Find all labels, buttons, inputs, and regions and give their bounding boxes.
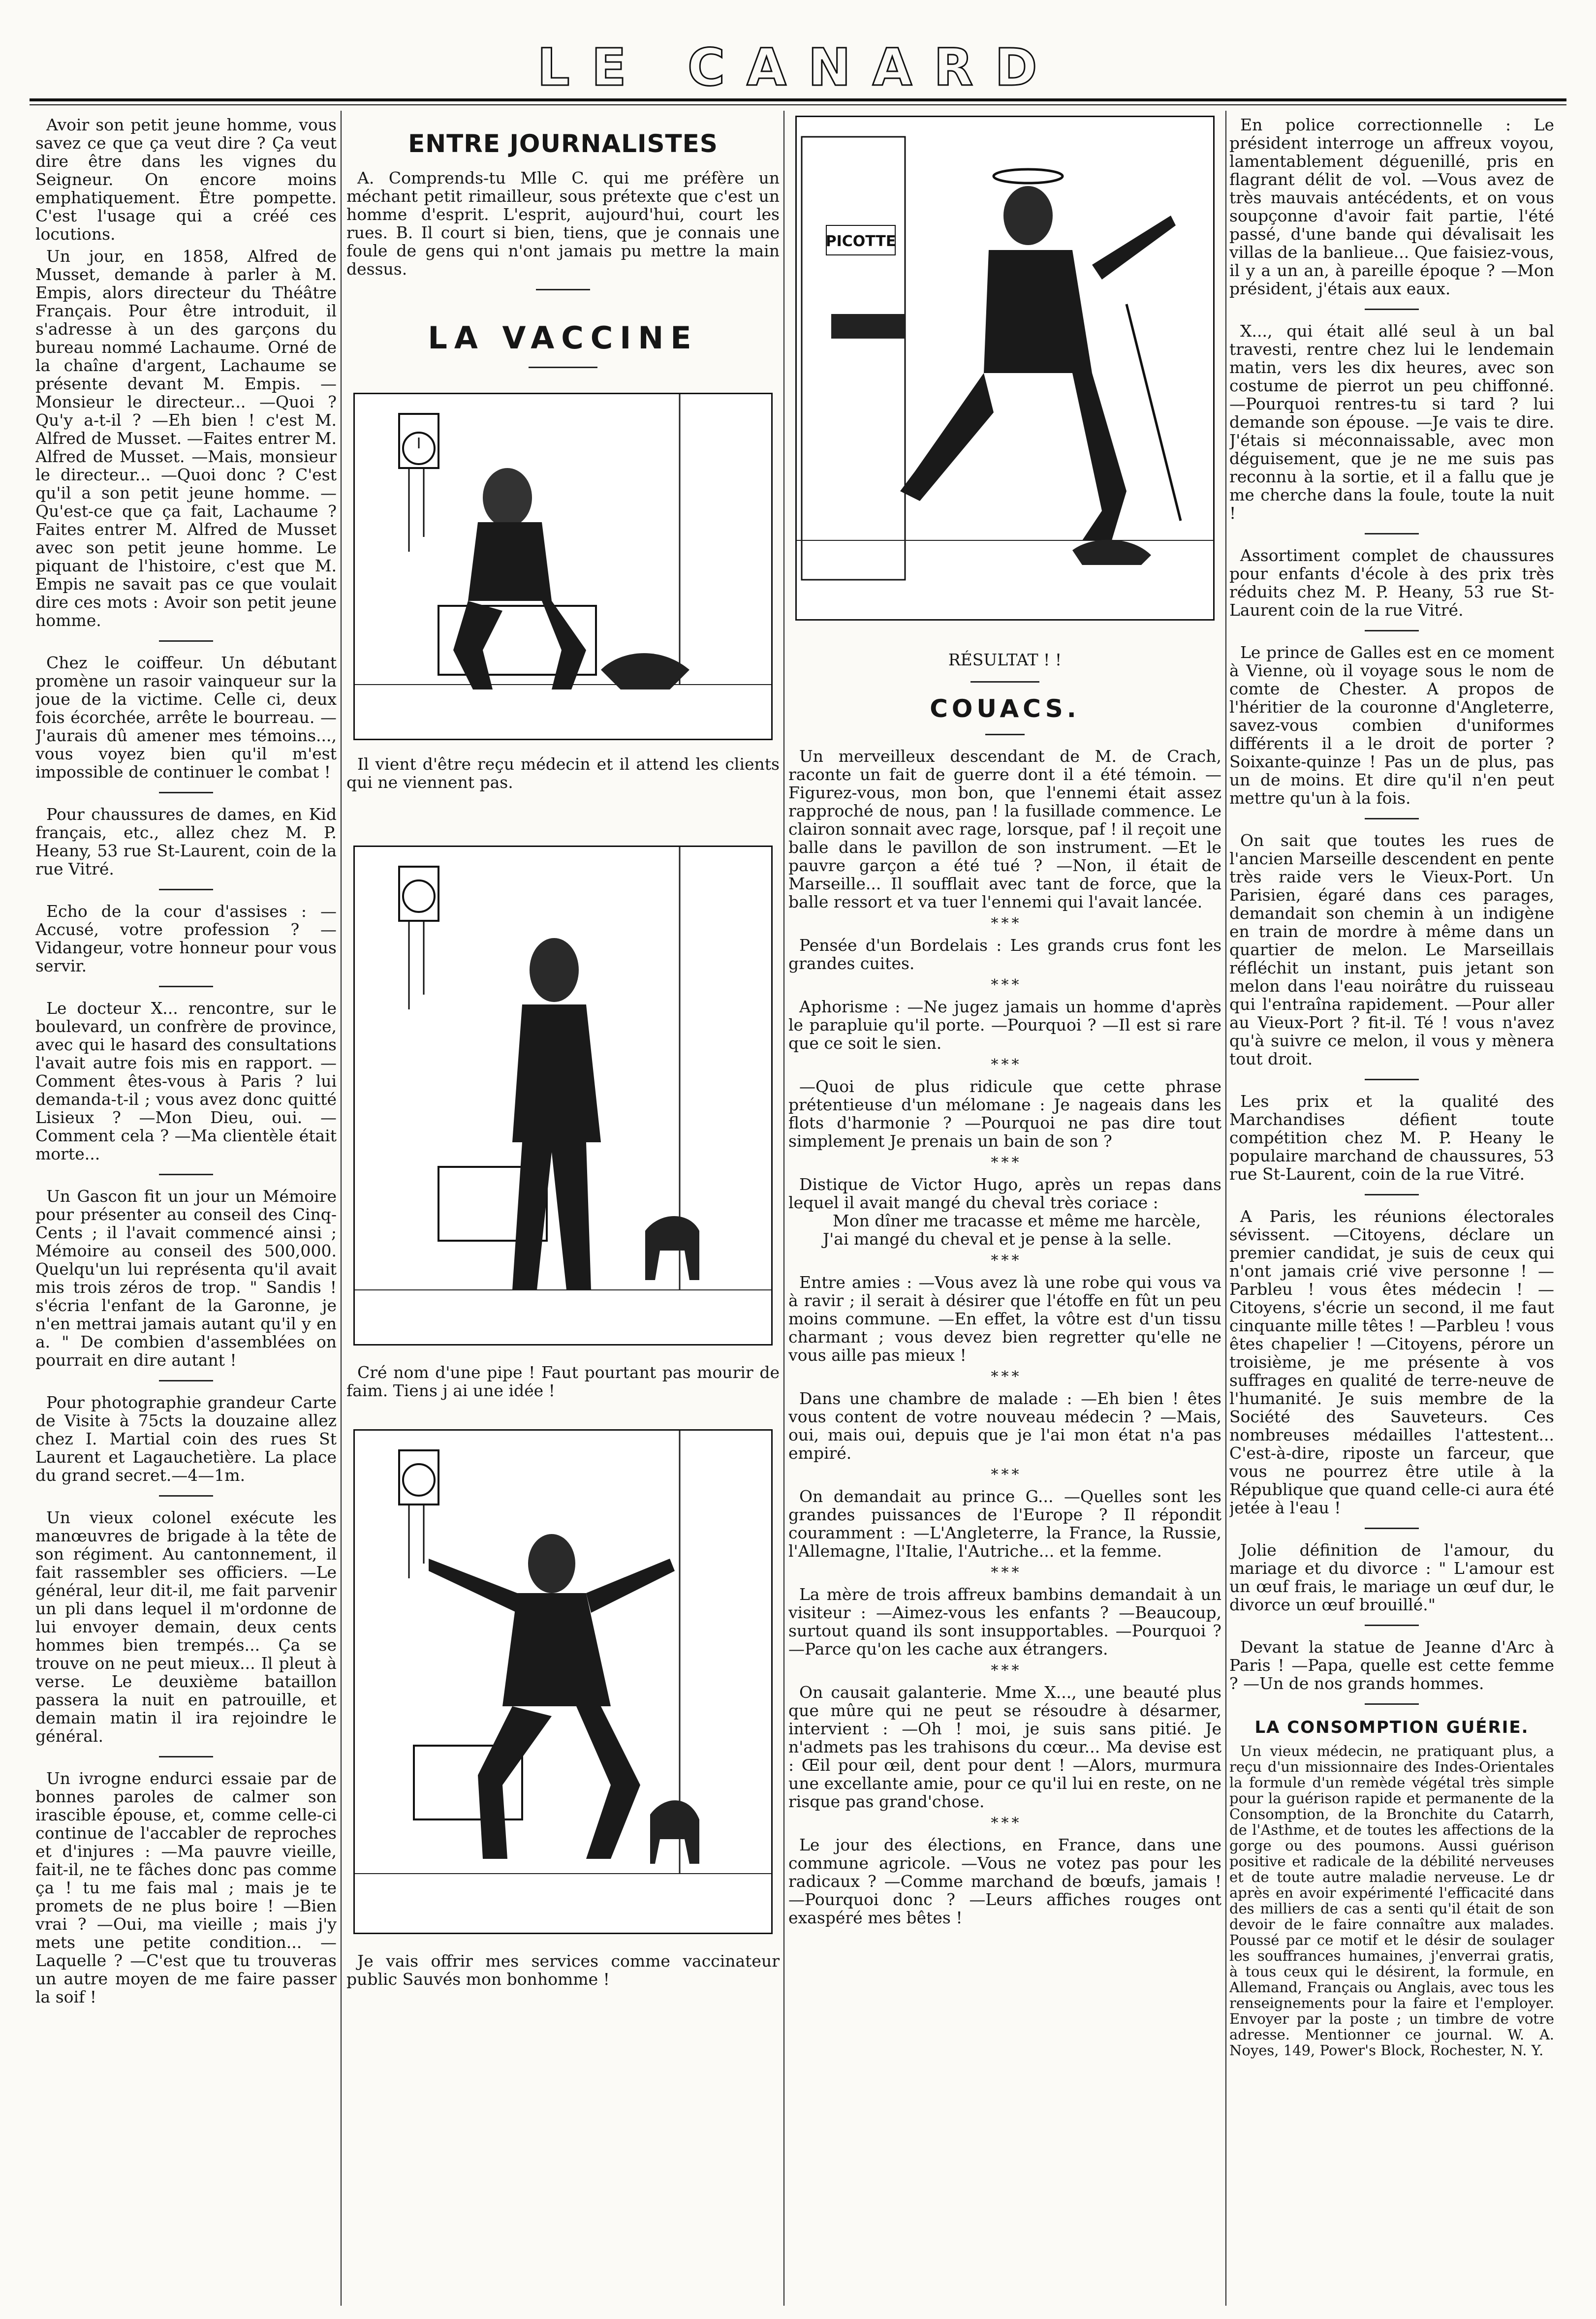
stars-divider: * * * xyxy=(991,1662,1019,1679)
verse-line-1: Mon dîner me tracasse et même me harcèle, xyxy=(833,1211,1201,1230)
separator xyxy=(1365,1703,1419,1705)
column-3 xyxy=(788,116,1221,2301)
caption-resultat: RÉSULTAT ! ! xyxy=(948,650,1062,669)
illustration-idea xyxy=(353,846,773,1346)
article-amour: Jolie définition de l'amour, du mariage et du divorce : " L'amour est un œuf frais, le mariage un œuf dur, le divorce un œuf brouillé." xyxy=(1229,1540,1554,1614)
heading-la-vaccine: LA VACCINE xyxy=(428,320,698,356)
article-jeanne-darc: Devant la statue de Jeanne d'Arc à Paris ! —Papa, quelle est cette femme ? —Un de nos grands hommes. xyxy=(1229,1637,1554,1693)
verse-line-2: J'ai mangé du cheval et je pense à la selle. xyxy=(823,1229,1172,1249)
illustration-dancing xyxy=(353,1429,773,1934)
separator xyxy=(159,640,213,642)
separator xyxy=(1365,309,1419,310)
article-docteur: Le docteur X... rencontre, sur le boulevard, un confrère de province, avec qui le hasard des consultations l'avait autre fois mis en rapport. —Comment êtes-vous à Paris ? lui demanda-t-il ; vous avez donc quitté Lisieux ? —Mon Dieu, oui. —Comment cela ? —Ma clientèle était morte... xyxy=(35,999,337,1163)
couac-amies: Entre amies : —Vous avez là une robe qui vous va à ravir ; il serait à désirer que l'étoffe en fût un peu moins commune. —En effet, la vôtre est d'un tissu charmant ; vous devez bien regretter qu'elle ne vous aille pas mieux ! xyxy=(788,1273,1221,1365)
illustration-waiting-doctor xyxy=(353,393,773,740)
stars-divider: * * * xyxy=(991,1815,1019,1832)
article-colonel: Un vieux colonel exécute les manœuvres de brigade à la tête de son régiment. Au cantonnement, il fait rassembler ses officiers. —Le général, leur dit-il, me fait parvenir un pli dans lequel il m'ordonne de lui envoyer demain, deux cents hommes bien trempés... Ça se trouve on ne peut mieux... Il pleut à verse. Le deuxième bataillon passera la nuit en patrouille, et demain matin il ira rejoindre le général. xyxy=(35,1508,337,1746)
article-prince-galles: Le prince de Galles est en ce moment à Vienne, où il voyage sous le nom de comte de Chester. A propos de l'héritier de la couronne d'Angleterre, savez-vous combien d'uniformes différents il a le droit de porter ? Soixante-quinze ! Pas un de plus, pas un de moins. Et dire qu'il n'en peut mettre qu'un à la fois. xyxy=(1229,643,1554,808)
article-gascon: Un Gascon fit un jour un Mémoire pour présenter au conseil des Cinq-Cents ; il l'avait commencé ainsi ; Mémoire au conseil des 500,000. Quelqu'un lui représenta qu'il avait mis trois zéros de trop. " Sandis ! s'écria l'enfant de la Garonne, je n'en mettrai jamais autant qu'il y en a. " De combien d'assemblées on pourrait en dire autant ! xyxy=(35,1187,337,1370)
article-assises: Echo de la cour d'assises : —Accusé, votre profession ? —Vidangeur, votre honneur pour vous servir. xyxy=(35,902,337,975)
article-coiffeur: Chez le coiffeur. Un débutant promène un rasoir vainqueur sur la joue de la victime. Celle ci, deux fois écorchée, arrête le bourreau. —J'aurais dû amener mes témoins..., vous voyez bien qu'il m'est impossible de continuer le combat ! xyxy=(35,653,337,782)
separator xyxy=(1365,1194,1419,1195)
couac-crach: Un merveilleux descendant de M. de Crach, raconte un fait de guerre dont il a été témoin. —Figurez-vous, mon bon, que l'ennemi était assez rapproché de nous, pan ! la fusillade commence. Le clairon sonnait avec rage, lorsque, paf ! il reçoit une balle dans le pavillon de son instrument. —Et le pauvre garçon a été tué ? —Non, il était de Marseille... Il soufflait avec tant de force, que la balle ressort et va tuer l'ennemi qui l'avait lancée. xyxy=(788,747,1221,911)
couac-malade: Dans une chambre de malade : —Eh bien ! êtes vous content de votre nouveau médecin ? —Mais, oui, mais oui, depuis que je l'ai mon état n'a pas empiré. xyxy=(788,1389,1221,1463)
masthead-rule-thin xyxy=(30,104,1566,105)
article-reunions-electorales: A Paris, les réunions électorales sévissent. —Citoyens, déclare un premier candidat, je suis de ceux qui n'ont jamais crié vive personne ! —Parbleu ! vous êtes médecin ! —Citoyens, s'écrie un second, il me faut cinquante mille têtes ! —Parbleu ! vous êtes chapelier ! —Citoyens, pérore un troisième, je me présente à vos suffrages en qualité de terre-neuve de l'humanité. Je suis membre de la Société des Sauveteurs. Ces nombreuses médailles l'attestent... C'est-à-dire, riposte un farceur, que vous ne pourrez être utile à la République que quand celle-ci aura été jetée à l'eau ! xyxy=(1229,1207,1554,1517)
heading-entre-journalistes: ENTRE JOURNALISTES xyxy=(408,129,718,158)
separator xyxy=(1365,1079,1419,1080)
stars-divider: * * * xyxy=(991,1564,1019,1581)
article-musset-intro: Avoir son petit jeune homme, vous savez ce que ça veut dire ? Ça veut dire être dans les vignes du Seigneur. On encore moins emphatiquement. Être pompette. C'est l'usage qui a créé ces locutions. xyxy=(35,116,337,244)
caption-dancing: Je vais offrir mes services comme vaccinateur public Sauvés mon bonhomme ! xyxy=(346,1951,780,1989)
ad-heany-enfants: Assortiment complet de chaussures pour enfants d'école à des prix très réduits chez M. P. Heany, 53 rue St-Laurent coin de la rue Vitré. xyxy=(1229,546,1554,620)
column-2 xyxy=(346,116,780,2301)
separator xyxy=(1365,630,1419,631)
couac-prince: On demandait au prince G... —Quelles sont les grandes puissances de l'Europe ? Il répondit couramment : —L'Angleterre, la France, la Russie, l'Allemagne, l'Italie, l'Autriche... et la femme. xyxy=(788,1487,1221,1561)
separator xyxy=(970,681,1039,683)
ad-heany-dames: Pour chaussures de dames, en Kid français, etc., allez chez M. P. Heany, 53 rue St-Laurent, coin de la rue Vitré. xyxy=(35,805,337,878)
stars-divider: * * * xyxy=(991,1154,1019,1171)
ad-consomption: Un vieux médecin, ne pratiquant plus, a reçu d'un missionnaire des Indes-Orientales la formule d'un remède végétal très simple pour la guérison rapide et permanente de la Consomption, de la Bronchite du Catarrh, de l'Asthme, et de toutes les affections de la gorge ou des poumons. Aussi guérison positive et radicale de la débilité nerveuses et de toute autre maladie nerveuse. Le dr après en avoir expérimenté l'efficacité dans des milliers de cas a senti qu'il était de son devoir de le faire connaître aux malades. Poussé par ce motif et le désir de soulager les souffrances humaines, j'enverrai gratis, à tous ceux qui le désirent, la formule, en Allemand, Français ou Anglais, avec tous les renseignements pour la faire et l'employer. Envoyer par la poste ; un timbre de votre adresse. Mentionner ce journal. W. A. Noyes, 149, Power's Block, Rochester, N. Y. xyxy=(1229,1743,1554,2059)
stars-divider: * * * xyxy=(991,1466,1019,1483)
illustration-result xyxy=(795,116,1215,621)
article-police-correctionnelle: En police correctionnelle : Le président interroge un affreux voyou, lamentablement déguenillé, pris en flagrant délit de vol. —Vous avez de très mauvais antécédents, et on vous soupçonne d'avoir fait partie, l'été passé, d'une bande qui dévalisait les villas de la banlieue... Que faisiez-vous, il y a un an, à pareille époque ? —Mon président, j'étais aux eaux. xyxy=(1229,116,1554,298)
column-divider xyxy=(341,111,342,2306)
separator xyxy=(159,792,213,793)
article-entre-journalistes: A. Comprends-tu Mlle C. qui me préfère un méchant petit rimailleur, sous prétexte que c'est un homme d'esprit. L'esprit, aujourd'hui, court les rues. B. Il court si bien, tiens, que je connais une foule de gens qui n'ont jamais pu mettre la main dessus. xyxy=(346,168,780,279)
separator xyxy=(529,367,597,368)
column-divider xyxy=(1225,111,1226,2306)
couac-bordelais: Pensée d'un Bordelais : Les grands crus font les grandes cuites. xyxy=(788,936,1221,973)
article-musset: Un jour, en 1858, Alfred de Musset, demande à parler à M. Empis, alors directeur du Théâtre Français. Pour être introduit, il s'adresse à un des garçons du bureau nommé Lachaume. Orné de la chaîne d'argent, Lachaume se présente devant M. Empis. —Monsieur le directeur... —Quoi ? Qu'y a-t-il ? —Eh bien ! c'est M. Alfred de Musset. —Faites entrer M. Alfred de Musset. —Mais, monsieur le directeur... —Quoi donc ? C'est qu'il a son petit jeune homme. —Qu'est-ce que ça fait, Lachaume ? Faites entrer M. Alfred de Musset avec son petit jeune homme. Le piquant de l'histoire, c'est que M. Empis ne savait pas ce que voulait dire ces mots : Avoir son petit jeune homme. xyxy=(35,247,337,630)
article-ivrogne: Un ivrogne endurci essaie par de bonnes paroles de calmer son irascible épouse, et, comme celle-ci continue de l'accabler de reproches et d'injures : —Ma pauvre vieille, fait-il, ne te fâches donc pas comme ça ! tu me fais mal ; mais je te promets de ne plus boire ! —Bien vrai ? —Oui, ma vieille ; mais j'y mets une petite condition... —Laquelle ? —C'est que tu trouveras un autre moyen de me faire passer la soif ! xyxy=(35,1769,337,2006)
caption-idea: Cré nom d'une pipe ! Faut pourtant pas mourir de faim. Tiens j ai une idée ! xyxy=(346,1363,780,1400)
couac-galanterie: On causait galanterie. Mme X..., une beauté plus que mûre qui ne peut se résoudre à désarmer, intervient : —Oh ! moi, je suis sans pitié. Je n'admets pas les trahisons du cœur... Ma devise est : Œil pour œil, dent pour dent ! —Alors, murmura une excellante amie, pour ce qu'il lui en reste, on ne risque pas grand'chose. xyxy=(788,1683,1221,1811)
article-bal-travesti: X..., qui était allé seul à un bal travesti, rentre chez lui le lendemain matin, vers les dix heures, avec son costume de pierrot un peu chiffonné. —Pourquoi rentres-tu si tard ? lui demande son épouse. —Je vais te dire. J'étais si méconnaissable, avec mon déguisement, que je ne me suis pas reconnu à la sortie, et il a fallu que je me cherche dans la foule, toute la nuit ! xyxy=(1229,321,1554,523)
column-4 xyxy=(1229,116,1554,2301)
ad-martial-photo: Pour photographie grandeur Carte de Visite à 75cts la douzaine allez chez I. Martial coin des rues St Laurent et Lagauchetière. La place du grand secret.—4—1m. xyxy=(35,1393,337,1485)
stars-divider: * * * xyxy=(991,1252,1019,1269)
separator xyxy=(159,986,213,987)
couac-bambins: La mère de trois affreux bambins demandait à un visiteur : —Aimez-vous les enfants ? —Beaucoup, surtout quand ils sont insupportables. —Pourquoi ? —Parce qu'on les cache aux étrangers. xyxy=(788,1585,1221,1659)
separator xyxy=(159,1756,213,1757)
article-marseille: On sait que toutes les rues de l'ancien Marseille descendent en pente très raide vers le Vieux-Port. Un Parisien, égaré dans ces parages, demandait son chemin à un indigène en train de mordre à même dans un quartier de melon. Le Marseillais réfléchit un instant, puis jetant son melon dans l'eau noirâtre du ruisseau qui l'entraîna rapidement. —Pour aller au Vieux-Port ? fit-il. Té ! vous n'avez qu'à suivre ce melon, il vous y mènera tout droit. xyxy=(1229,831,1554,1068)
separator xyxy=(1365,818,1419,819)
separator xyxy=(159,1174,213,1175)
column-divider xyxy=(783,111,784,2306)
separator xyxy=(159,1495,213,1497)
couac-hugo: Distique de Victor Hugo, après un repas dans lequel il avait mangé du cheval très coriace : Mon dîner me tracasse et même me harcèle, J'ai mangé du cheval et je pense à la selle. xyxy=(788,1175,1221,1249)
separator xyxy=(1365,1528,1419,1529)
ad-heany-prix: Les prix et la qualité des Marchandises défient toute compétition chez M. P. Heany le populaire marchand de chaussures, 53 rue St-Laurent, coin de la rue Vitré. xyxy=(1229,1092,1554,1184)
separator xyxy=(159,889,213,890)
heading-consomption: LA CONSOMPTION GUÉRIE. xyxy=(1254,1718,1529,1737)
stars-divider: * * * xyxy=(991,976,1019,994)
couac-aphorisme: Aphorisme : —Ne jugez jamais un homme d'après le parapluie qu'il porte. —Pourquoi ? —Il est si rare que ce soit le sien. xyxy=(788,997,1221,1053)
separator xyxy=(159,1380,213,1381)
separator xyxy=(985,734,1025,735)
separator xyxy=(1365,533,1419,534)
separator xyxy=(1365,1625,1419,1626)
caption-waiting-doctor: Il vient d'être reçu médecin et il attend les clients qui ne viennent pas. xyxy=(346,754,780,792)
door-sign: PICOTTE xyxy=(825,233,896,250)
masthead xyxy=(30,31,1566,104)
couac-elections: Le jour des élections, en France, dans une commune agricole. —Vous ne votez pas pour les radicaux ? —Comme marchand de bœufs, jamais ! —Pourquoi donc ? —Leurs affiches rouges ont exaspéré mes bêtes ! xyxy=(788,1835,1221,1927)
column-1 xyxy=(35,116,337,2301)
couac-melomane: —Quoi de plus ridicule que cette phrase prétentieuse d'un mélomane : Je nageais dans les flots d'harmonie ? —Pourquoi ne pas dire tout simplement Je prenais un bain de son ? xyxy=(788,1077,1221,1151)
newspaper-title: LE CANARD xyxy=(537,37,1059,97)
stars-divider: * * * xyxy=(991,915,1019,932)
stars-divider: * * * xyxy=(991,1056,1019,1073)
heading-couacs: COUACS. xyxy=(930,694,1080,723)
stars-divider: * * * xyxy=(991,1368,1019,1385)
masthead-rule xyxy=(30,98,1566,101)
separator xyxy=(536,289,590,290)
